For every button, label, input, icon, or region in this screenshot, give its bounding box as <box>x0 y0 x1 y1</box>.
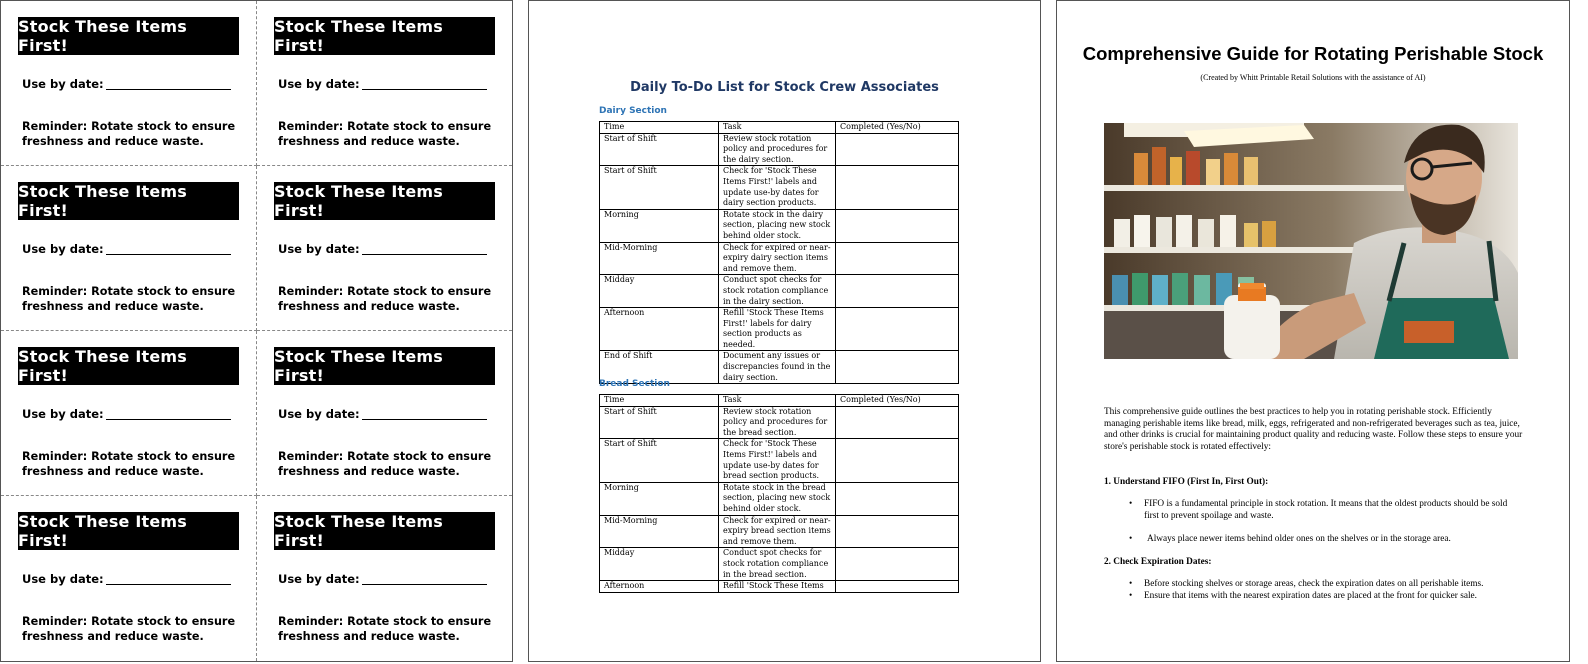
completed-cell <box>836 242 959 275</box>
label-banner: Stock These Items First! <box>274 512 495 550</box>
label-banner: Stock These Items First! <box>18 182 239 220</box>
table-row <box>600 406 959 439</box>
section-1-bullet-2: Always place newer items behind older ones on the shelves or in the storage area. <box>1147 534 1451 544</box>
label-grid <box>1 1 512 661</box>
bread-table <box>599 394 959 593</box>
stock-label <box>1 331 257 496</box>
completed-cell <box>836 133 959 166</box>
task-cell: Review stock rotation policy and procedures for the bread section. <box>719 406 836 439</box>
use-by-label: Use by date: <box>278 77 360 91</box>
use-by-line <box>362 89 487 90</box>
stock-label <box>1 166 257 331</box>
label-banner: Stock These Items First! <box>18 347 239 385</box>
task-cell: Refill 'Stock These Items <box>719 581 836 593</box>
completed-cell <box>836 482 959 515</box>
use-by-label: Use by date: <box>22 77 104 91</box>
guide-intro: This comprehensive guide outlines the best practices to help you in rotating perishable stock. Efficiently managing perishable items like bread, milk, eggs, refrigerated and non-refrigerated beverages such as tea, juice, and other drinks is crucial for maintaining product quality and reducing waste. Follow these steps to ensure your store's perishable stock is rotated effectively: <box>1104 407 1523 452</box>
stock-label <box>257 331 512 496</box>
header-completed: Completed (Yes/No) <box>836 122 959 134</box>
section-2-bullet-2: Ensure that items with the nearest expiration dates are placed at the front for quicker sale. <box>1144 591 1478 601</box>
guide-title: Comprehensive Guide for Rotating Perishable Stock <box>1082 43 1544 64</box>
table-row <box>600 275 959 308</box>
use-by-line <box>106 89 231 90</box>
completed-cell <box>836 209 959 242</box>
task-cell: Refill 'Stock These Items First!' labels for dairy section products as needed. <box>719 308 836 351</box>
use-by-label: Use by date: <box>22 407 104 421</box>
stock-label <box>1 1 257 166</box>
completed-cell <box>836 439 959 482</box>
time-cell: Mid-Morning <box>600 242 719 275</box>
table-row <box>600 515 959 548</box>
stock-label <box>257 166 512 331</box>
label-banner: Stock These Items First! <box>274 17 495 55</box>
completed-cell <box>836 308 959 351</box>
reminder-text: Reminder: Rotate stock to ensure freshness and reduce waste. <box>278 615 492 643</box>
worker-illustration <box>1104 123 1518 359</box>
completed-cell <box>836 166 959 209</box>
reminder-text: Reminder: Rotate stock to ensure freshness and reduce waste. <box>278 450 492 478</box>
bullet-marker: • <box>1129 579 1133 589</box>
header-task: Task <box>719 122 836 134</box>
table-header-row <box>600 395 959 407</box>
completed-cell <box>836 275 959 308</box>
task-cell: Check for expired or near-expiry bread section items and remove them. <box>719 515 836 548</box>
guide-subtitle: (Created by Whitt Printable Retail Solutions with the assistance of AI) <box>1200 73 1426 82</box>
time-cell: Start of Shift <box>600 133 719 166</box>
table-row <box>600 548 959 581</box>
reminder-text: Reminder: Rotate stock to ensure freshness and reduce waste. <box>278 120 492 148</box>
bullet-marker: • <box>1129 591 1133 601</box>
bread-section-title: Bread Section <box>599 379 670 389</box>
completed-cell <box>836 351 959 384</box>
reminder-text: Reminder: Rotate stock to ensure freshness and reduce waste. <box>22 450 236 478</box>
use-by-label: Use by date: <box>22 572 104 586</box>
task-cell: Rotate stock in the dairy section, placing new stock behind older stock. <box>719 209 836 242</box>
task-cell: Document any issues or discrepancies found in the dairy section. <box>719 351 836 384</box>
task-cell: Check for expired or near-expiry dairy section items and remove them. <box>719 242 836 275</box>
completed-cell <box>836 515 959 548</box>
reminder-text: Reminder: Rotate stock to ensure freshness and reduce waste. <box>22 120 236 148</box>
header-time: Time <box>600 395 719 407</box>
completed-cell <box>836 581 959 593</box>
time-cell: Mid-Morning <box>600 515 719 548</box>
use-by-line <box>106 254 231 255</box>
time-cell: Midday <box>600 275 719 308</box>
guide-page <box>1056 0 1570 662</box>
stock-label <box>1 496 257 661</box>
task-cell: Conduct spot checks for stock rotation compliance in the dairy section. <box>719 275 836 308</box>
time-cell: End of Shift <box>600 351 719 384</box>
reminder-text: Reminder: Rotate stock to ensure freshness and reduce waste. <box>22 615 236 643</box>
bullet-marker: • <box>1129 534 1133 544</box>
task-cell: Check for 'Stock These Items First!' labels and update use-by dates for bread section products. <box>719 439 836 482</box>
time-cell: Morning <box>600 482 719 515</box>
time-cell: Start of Shift <box>600 439 719 482</box>
bullet-marker: • <box>1129 499 1133 509</box>
use-by-line <box>362 584 487 585</box>
table-row <box>600 133 959 166</box>
table-row <box>600 166 959 209</box>
dairy-table <box>599 121 959 384</box>
todo-title: Daily To-Do List for Stock Crew Associates <box>630 80 939 95</box>
use-by-label: Use by date: <box>278 572 360 586</box>
stock-label <box>257 1 512 166</box>
time-cell: Afternoon <box>600 581 719 593</box>
use-by-label: Use by date: <box>278 407 360 421</box>
table-row <box>600 242 959 275</box>
time-cell: Morning <box>600 209 719 242</box>
section-1-bullet-1: FIFO is a fundamental principle in stock rotation. It means that the oldest products should be sold first to prevent spoilage and waste. <box>1144 499 1508 521</box>
label-banner: Stock These Items First! <box>18 512 239 550</box>
table-row <box>600 482 959 515</box>
table-row <box>600 581 959 593</box>
table-row <box>600 308 959 351</box>
completed-cell <box>836 406 959 439</box>
reminder-text: Reminder: Rotate stock to ensure freshness and reduce waste. <box>278 285 492 313</box>
use-by-line <box>362 419 487 420</box>
header-time: Time <box>600 122 719 134</box>
use-by-label: Use by date: <box>22 242 104 256</box>
task-cell: Review stock rotation policy and procedures for the dairy section. <box>719 133 836 166</box>
task-cell: Rotate stock in the bread section, placing new stock behind older stock. <box>719 482 836 515</box>
completed-cell <box>836 548 959 581</box>
use-by-line <box>362 254 487 255</box>
stock-label <box>257 496 512 661</box>
table-row <box>600 439 959 482</box>
use-by-line <box>106 584 231 585</box>
section-2-bullet-1: Before stocking shelves or storage areas, check the expiration dates on all perishable items. <box>1144 579 1484 589</box>
use-by-label: Use by date: <box>278 242 360 256</box>
time-cell: Midday <box>600 548 719 581</box>
header-task: Task <box>719 395 836 407</box>
table-header-row <box>600 122 959 134</box>
section-1-heading: 1. Understand FIFO (First In, First Out): <box>1104 477 1269 487</box>
task-cell: Check for 'Stock These Items First!' labels and update use-by dates for dairy section products. <box>719 166 836 209</box>
store-worker-photo <box>1104 123 1518 359</box>
label-banner: Stock These Items First! <box>274 347 495 385</box>
label-banner: Stock These Items First! <box>18 17 239 55</box>
use-by-line <box>106 419 231 420</box>
task-cell: Conduct spot checks for stock rotation compliance in the bread section. <box>719 548 836 581</box>
reminder-text: Reminder: Rotate stock to ensure freshness and reduce waste. <box>22 285 236 313</box>
section-2-heading: 2. Check Expiration Dates: <box>1104 557 1212 567</box>
time-cell: Afternoon <box>600 308 719 351</box>
time-cell: Start of Shift <box>600 406 719 439</box>
label-sheet-page <box>0 0 513 662</box>
table-row <box>600 209 959 242</box>
dairy-section-title: Dairy Section <box>599 106 667 116</box>
todo-list-page <box>528 0 1041 662</box>
header-completed: Completed (Yes/No) <box>836 395 959 407</box>
label-banner: Stock These Items First! <box>274 182 495 220</box>
time-cell: Start of Shift <box>600 166 719 209</box>
